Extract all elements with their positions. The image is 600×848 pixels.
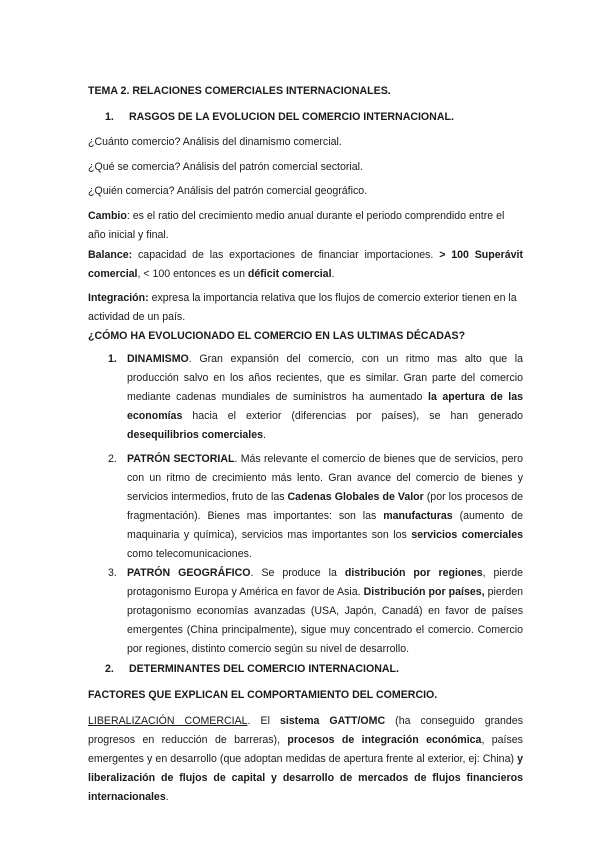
sectorial-text-2: (por los procesos de fragmentación). Bienes mas importantes: son las [127, 491, 523, 522]
dinamismo-apertura: la apertura de las economías [127, 391, 523, 422]
balance-definition [88, 246, 523, 284]
sectorial-text-4: como telecomunicaciones. [127, 548, 252, 560]
dinamismo-text-2: hacia el exterior (diferencias por países), se han generado [182, 410, 523, 422]
geografico-text-2: , pierde protagonismo Europa y América en favor de Asia. [127, 567, 523, 598]
sectorial-text-1: . Más relevante el comercio de bienes que de servicios, pero con un ritmo de crecimiento más lento. Gran avance del comercio de bienes y servicios intermedios, fruto de las [127, 453, 523, 503]
liberalizacion-flujos: y liberalización de flujos de capital y desarrollo de mercados de flujos financieros internacionales [88, 753, 523, 803]
balance-deficit: déficit comercial [247, 268, 332, 280]
list-item-patron-sectorial [108, 450, 523, 564]
cambio-term: Cambio [88, 210, 127, 222]
list-number: 2. [108, 453, 117, 465]
section-2-number: 2. [105, 663, 114, 675]
sectorial-manufacturas: manufacturas [383, 510, 453, 522]
integracion-text: expresa la importancia relativa que los flujos de comercio exterior tienen en la actividad de un país. [88, 292, 517, 323]
section-1-heading [105, 108, 523, 127]
section-2-title: DETERMINANTES DEL COMERCIO INTERNACIONAL. [129, 663, 399, 675]
liberalizacion-integracion: procesos de integración económica [287, 734, 482, 746]
sectorial-label: PATRÓN SECTORIAL [127, 453, 235, 465]
question-que: ¿Qué se comercia? Análisis del patrón comercial sectorial. [88, 161, 363, 173]
liberalizacion-text-3: , países emergentes y en desarrollo (que adoptan medidas de apertura frente al exterior, ej: China) [88, 734, 523, 765]
dinamismo-text-1: . Gran expansión del comercio, con un ritmo mas alto que la producción salvo en los años recientes, que es similar. Gran parte del comercio mediante cadenas mundiales de suministros ha aumentado [127, 353, 523, 403]
question-quien: ¿Quién comercia? Análisis del patrón comercial geográfico. [88, 185, 368, 197]
geografico-text-3: pierden protagonismo economías avanzadas (USA, Japón, Canadá) en favor de países emergentes (China principalmente), sigue muy concentrado el comercio. Comercio por regiones, distinto comercio según su nivel de desarrollo. [127, 586, 523, 655]
question-cuanto: ¿Cuánto comercio? Análisis del dinamismo comercial. [88, 136, 342, 148]
liberalizacion-gatt: sistema GATT/OMC [279, 715, 386, 727]
integracion-definition [88, 289, 523, 327]
geografico-regiones: distribución por regiones [344, 567, 483, 579]
geografico-label: PATRÓN GEOGRÁFICO [127, 567, 251, 579]
factores-heading: FACTORES QUE EXPLICAN EL COMPORTAMIENTO DEL COMERCIO. [88, 689, 438, 701]
list-item-patron-geografico [108, 564, 523, 659]
liberalizacion-text-4: . [165, 791, 169, 803]
section-1-number: 1. [105, 111, 114, 123]
sectorial-servicios: servicios comerciales [411, 529, 523, 541]
list-item-dinamismo [108, 350, 523, 445]
section-1-title: RASGOS DE LA EVOLUCION DEL COMERCIO INTERNACIONAL. [129, 111, 454, 123]
balance-superavit: > 100 Superávit comercial [88, 249, 524, 280]
liberalizacion-paragraph [88, 712, 523, 807]
dinamismo-desequilibrios: desequilibrios comerciales [127, 429, 264, 441]
cambio-definition [88, 207, 523, 245]
balance-text-3: . [331, 268, 335, 280]
integracion-term: Integración: [88, 292, 149, 304]
liberalizacion-text-2: (ha conseguido grandes progresos en reducción de barreras), [88, 715, 523, 746]
liberalizacion-label: LIBERALIZACIÓN COMERCIAL [88, 715, 248, 727]
sectorial-text-3: (aumento de maquinaria y química), servicios mas importantes son los [127, 510, 523, 541]
dinamismo-text-3: . [263, 429, 266, 441]
section-2-heading [105, 660, 523, 679]
balance-term: Balance: [88, 249, 133, 261]
sectorial-cadenas: Cadenas Globales de Valor [287, 491, 424, 503]
liberalizacion-text-1: . El [247, 715, 280, 727]
list-number: 1. [108, 353, 117, 365]
dinamismo-label: DINAMISMO [127, 353, 189, 365]
list-number: 3. [108, 567, 117, 579]
geografico-paises: Distribución por países, [363, 586, 485, 598]
balance-text-1: capacidad de las exportaciones de financiar importaciones. [132, 249, 440, 261]
geografico-text-1: . Se produce la [250, 567, 345, 579]
tema-title: TEMA 2. RELACIONES COMERCIALES INTERNACIONALES. [88, 85, 391, 97]
balance-text-2: , < 100 entonces es un [137, 268, 248, 280]
evolution-question-heading: ¿CÓMO HA EVOLUCIONADO EL COMERCIO EN LAS ULTIMAS DÉCADAS? [88, 330, 466, 342]
cambio-text: : es el ratio del crecimiento medio anual durante el periodo comprendido entre el año inicial y final. [88, 210, 505, 241]
